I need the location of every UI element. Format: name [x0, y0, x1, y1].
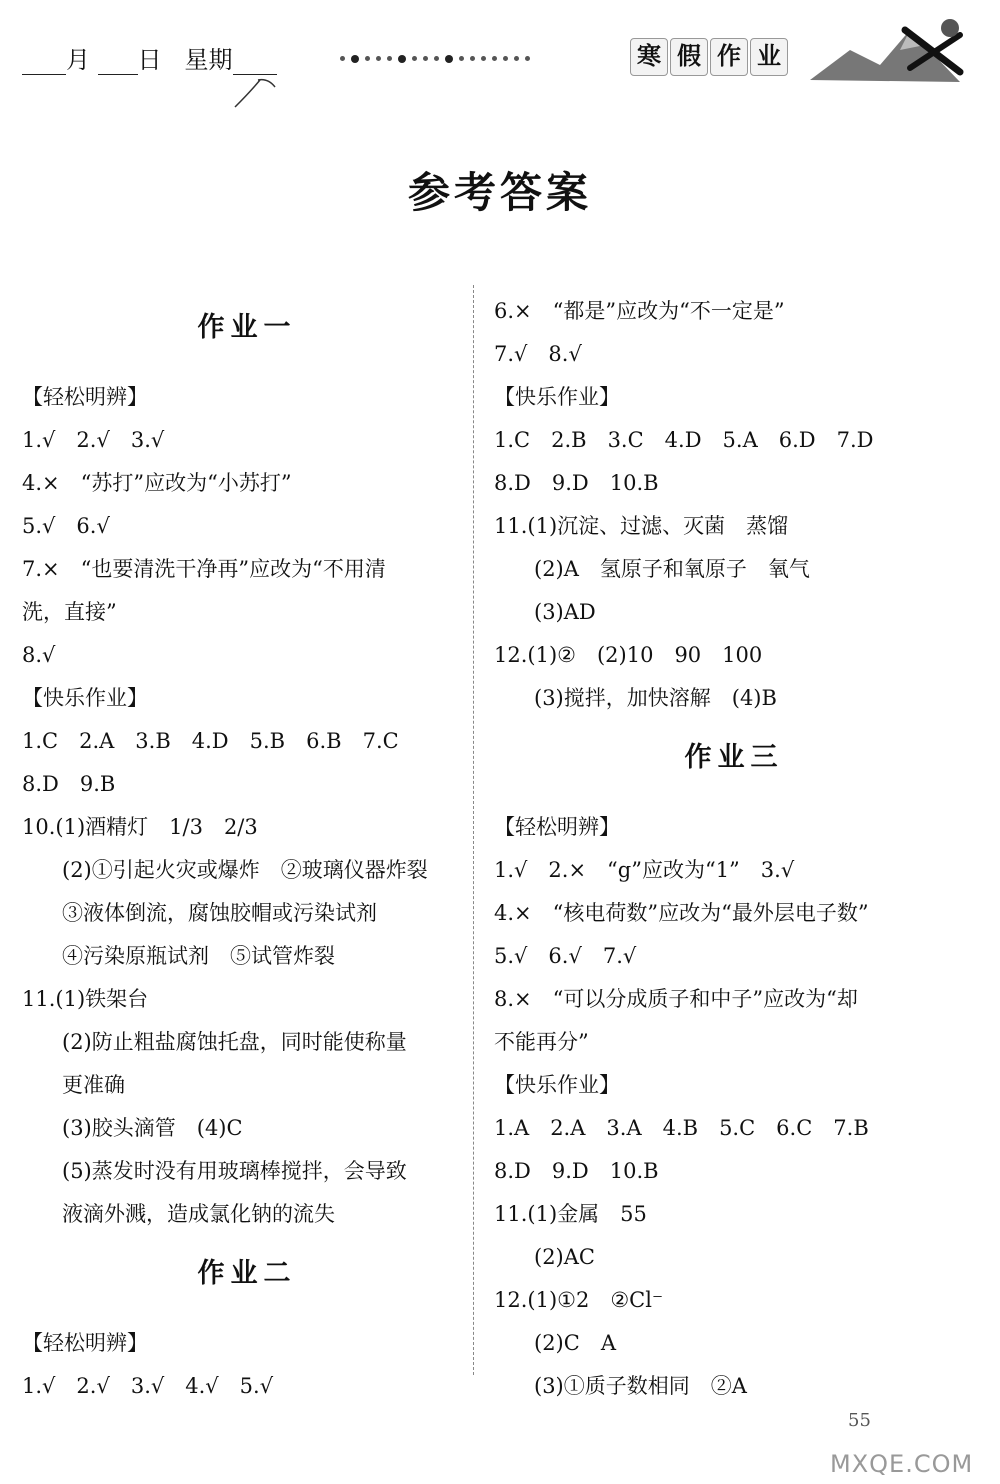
answer-line: (3)①质子数相同 ②A [534, 1374, 747, 1398]
answer-line: 洗，直接” [22, 600, 117, 624]
answer-line: 1.√ 2.× “g”应改为“1” 3.√ [494, 858, 795, 882]
answer-line: 8.D 9.B [22, 772, 116, 796]
section-heading: 作业二 [197, 1258, 297, 1289]
subsection-label: 【快乐作业】 [22, 686, 148, 710]
answer-line: 8.× “可以分成质子和中子”应改为“却 [494, 987, 858, 1011]
answer-line: 4.× “核电荷数”应改为“最外层电子数” [494, 901, 869, 925]
column-divider [473, 285, 475, 1375]
answer-line: ④污染原瓶试剂 ⑤试管炸裂 [62, 944, 335, 968]
brand-char: 寒 [630, 38, 668, 76]
subsection-label: 【轻松明辨】 [22, 385, 148, 409]
subsection-label: 【轻松明辨】 [22, 1331, 148, 1355]
answer-line: 1.A 2.A 3.A 4.B 5.C 6.C 7.B [494, 1116, 869, 1140]
answer-line: (5)蒸发时没有用玻璃棒搅拌，会导致 [62, 1159, 407, 1183]
month-blank [22, 74, 66, 75]
answer-line: 7.× “也要清洗干净再”应改为“不用清 [22, 557, 386, 581]
answer-line: (2)AC [534, 1245, 595, 1269]
month-label: 月 [66, 46, 90, 74]
answer-line: 6.× “都是”应改为“不一定是” [494, 299, 785, 323]
answer-line: 8.√ [22, 643, 56, 667]
answer-line: 12.(1)② (2)10 90 100 [494, 643, 763, 667]
answer-line: 12.(1)①2 ②Cl⁻ [494, 1288, 664, 1312]
answer-line: 8.D 9.D 10.B [494, 1159, 659, 1183]
page-title: 参考答案 [407, 168, 592, 217]
date-line [22, 40, 277, 75]
answer-line: (3)AD [534, 600, 596, 624]
brand-char: 业 [750, 38, 788, 76]
answer-line: 5.√ 6.√ [22, 514, 110, 538]
answer-line: 10.(1)酒精灯 1/3 2/3 [22, 815, 258, 839]
answer-line: (2)A 氢原子和氧原子 氧气 [534, 557, 810, 581]
page-number: 55 [848, 1410, 871, 1431]
answer-line: (3)搅拌，加快溶解 (4)B [534, 686, 777, 710]
brand-char: 作 [710, 38, 748, 76]
answer-line: 1.C 2.B 3.C 4.D 5.A 6.D 7.D [494, 428, 874, 452]
answer-line: ③液体倒流，腐蚀胶帽或污染试剂 [62, 901, 377, 925]
page-header [0, 0, 1000, 110]
mountain-skier-illustration [810, 10, 980, 90]
left-column [22, 290, 472, 1408]
answer-line: (2)①引起火灾或爆炸 ②玻璃仪器炸裂 [62, 858, 428, 882]
answer-line: 8.D 9.D 10.B [494, 471, 659, 495]
section-heading: 作业三 [684, 742, 784, 773]
brand-title [630, 38, 790, 76]
answer-line: 7.√ 8.√ [494, 342, 582, 366]
decorative-dots [340, 48, 536, 67]
stroke-mark [230, 72, 280, 112]
answer-line: 4.× “苏打”应改为“小苏打” [22, 471, 292, 495]
answer-line: 1.√ 2.√ 3.√ 4.√ 5.√ [22, 1374, 274, 1398]
subsection-label: 【快乐作业】 [494, 1073, 620, 1097]
section-heading: 作业一 [197, 312, 297, 343]
answer-line: 1.C 2.A 3.B 4.D 5.B 6.B 7.C [22, 729, 399, 753]
answer-line: 不能再分” [494, 1030, 589, 1054]
answer-line: 5.√ 6.√ 7.√ [494, 944, 637, 968]
answer-line: 更准确 [62, 1073, 125, 1097]
subsection-label: 【轻松明辨】 [494, 815, 620, 839]
right-column [494, 290, 974, 1408]
answer-line: 11.(1)金属 55 [494, 1202, 647, 1226]
answer-line: 11.(1)沉淀、过滤、灭菌 蒸馏 [494, 514, 789, 538]
day-label: 日 [137, 46, 162, 74]
answer-line: 液滴外溅，造成氯化钠的流失 [62, 1202, 335, 1226]
answer-line: (2)C A [534, 1331, 616, 1355]
weekday-label: 星期 [184, 46, 233, 74]
answer-line: 1.√ 2.√ 3.√ [22, 428, 165, 452]
answer-line: 11.(1)铁架台 [22, 987, 149, 1011]
answer-line: (3)胶头滴管 (4)C [62, 1116, 243, 1140]
subsection-label: 【快乐作业】 [494, 385, 620, 409]
day-blank [98, 74, 138, 75]
watermark: MXQE.COM [830, 1450, 974, 1478]
brand-char: 假 [670, 38, 708, 76]
answer-line: (2)防止粗盐腐蚀托盘，同时能使称量 [62, 1030, 407, 1054]
